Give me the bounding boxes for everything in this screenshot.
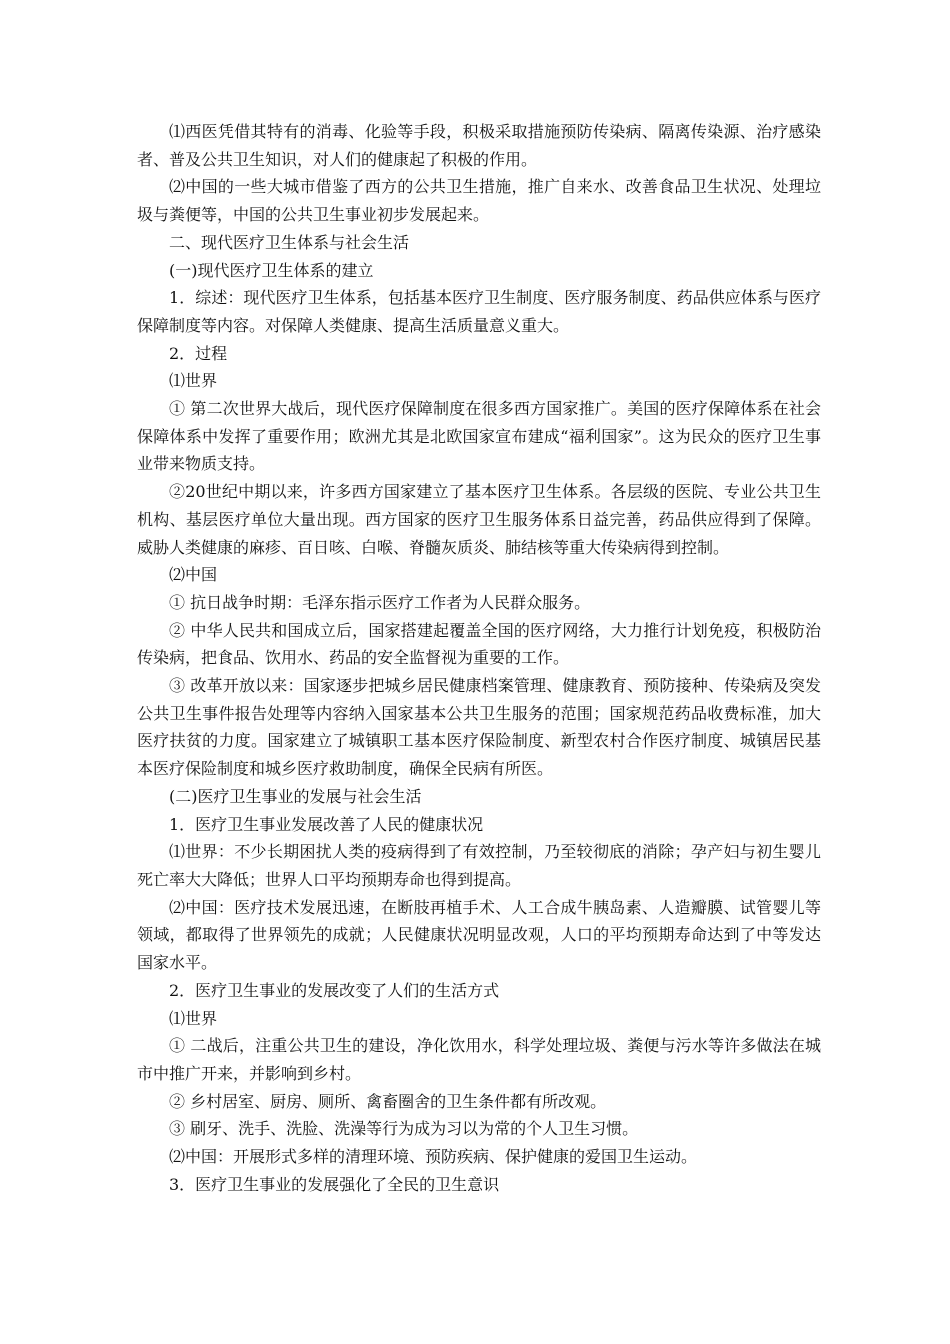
paragraph: ⑴西医凭借其特有的消毒、化验等手段，积极采取措施预防传染病、隔离传染源、治疗感染者、普及公共卫生知识，对人们的健康起了积极的作用。 <box>137 122 821 169</box>
item-heading: ⑴世界 <box>169 371 218 391</box>
paragraph: ②20世纪中期以来，许多西方国家建立了基本医疗卫生体系。各层级的医院、专业公共卫生机构、基层医疗单位大量出现。西方国家的医疗卫生服务体系日益完善，药品供应得到了保障。威胁人类健康的麻疹、百日咳、白喉、脊髓灰质炎、肺结核等重大传染病得到控制。 <box>137 482 821 557</box>
paragraph: ③ 改革开放以来：国家逐步把城乡居民健康档案管理、健康教育、预防接种、传染病及突发公共卫生事件报告处理等内容纳入国家基本公共卫生服务的范围；国家规范药品收费标准，加大医疗扶贫的力度。国家建立了城镇职工基本医疗保险制度、新型农村合作医疗制度、城镇居民基本医疗保险制度和城乡医疗救助制度，确保全民病有所医。 <box>137 676 821 779</box>
paragraph: ② 乡村居室、厨房、厕所、禽畜圈舍的卫生条件都有所改观。 <box>169 1091 607 1111</box>
item-heading: ⑴世界 <box>169 1008 218 1028</box>
paragraph: ① 第二次世界大战后，现代医疗保障制度在很多西方国家推广。美国的医疗保障体系在社会保障体系中发挥了重要作用；欧洲尤其是北欧国家宣布建成“福利国家”。这为民众的医疗卫生事业带来物质支持。 <box>137 399 821 474</box>
subsection-heading: (二)医疗卫生事业的发展与社会生活 <box>169 786 422 806</box>
paragraph: 1．综述：现代医疗卫生体系，包括基本医疗卫生制度、医疗服务制度、药品供应体系与医疗保障制度等内容。对保障人类健康、提高生活质量意义重大。 <box>137 288 821 335</box>
item-heading: 2．医疗卫生事业的发展改变了人们的生活方式 <box>169 980 500 1000</box>
paragraph: ① 抗日战争时期：毛泽东指示医疗工作者为人民群众服务。 <box>169 592 591 612</box>
paragraph: ① 二战后，注重公共卫生的建设，净化饮用水，科学处理垃圾、粪便与污水等许多做法在城市中推广开来，并影响到乡村。 <box>137 1036 821 1083</box>
item-heading: 2．过程 <box>169 343 228 363</box>
subsection-heading: (一)现代医疗卫生体系的建立 <box>169 260 374 280</box>
section-heading: 二、现代医疗卫生体系与社会生活 <box>169 232 410 252</box>
paragraph: ⑵中国：医疗技术发展迅速，在断肢再植手术、人工合成牛胰岛素、人造瓣膜、试管婴儿等领域，都取得了世界领先的成就；人民健康状况明显改观，人口的平均预期寿命达到了中等发达国家水平。 <box>137 897 821 973</box>
item-heading: 1．医疗卫生事业发展改善了人民的健康状况 <box>169 814 484 834</box>
document-body <box>137 118 821 1198</box>
item-heading: 3．医疗卫生事业的发展强化了全民的卫生意识 <box>169 1174 500 1194</box>
paragraph: ⑴世界：不少长期困扰人类的疫病得到了有效控制，乃至较彻底的消除；孕产妇与初生婴儿死亡率大大降低；世界人口平均预期寿命也得到提高。 <box>137 842 821 889</box>
paragraph: ⑵中国：开展形式多样的清理环境、预防疾病、保护健康的爱国卫生运动。 <box>169 1147 698 1167</box>
paragraph: ② 中华人民共和国成立后，国家搭建起覆盖全国的医疗网络，大力推行计划免疫，积极防治传染病，把食品、饮用水、药品的安全监督视为重要的工作。 <box>137 620 821 668</box>
paragraph: ③ 刷牙、洗手、洗脸、洗澡等行为成为习以为常的个人卫生习惯。 <box>169 1119 639 1139</box>
item-heading: ⑵中国 <box>169 565 218 585</box>
paragraph: ⑵中国的一些大城市借鉴了西方的公共卫生措施，推广自来水、改善食品卫生状况、处理垃圾与粪便等，中国的公共卫生事业初步发展起来。 <box>137 177 821 225</box>
